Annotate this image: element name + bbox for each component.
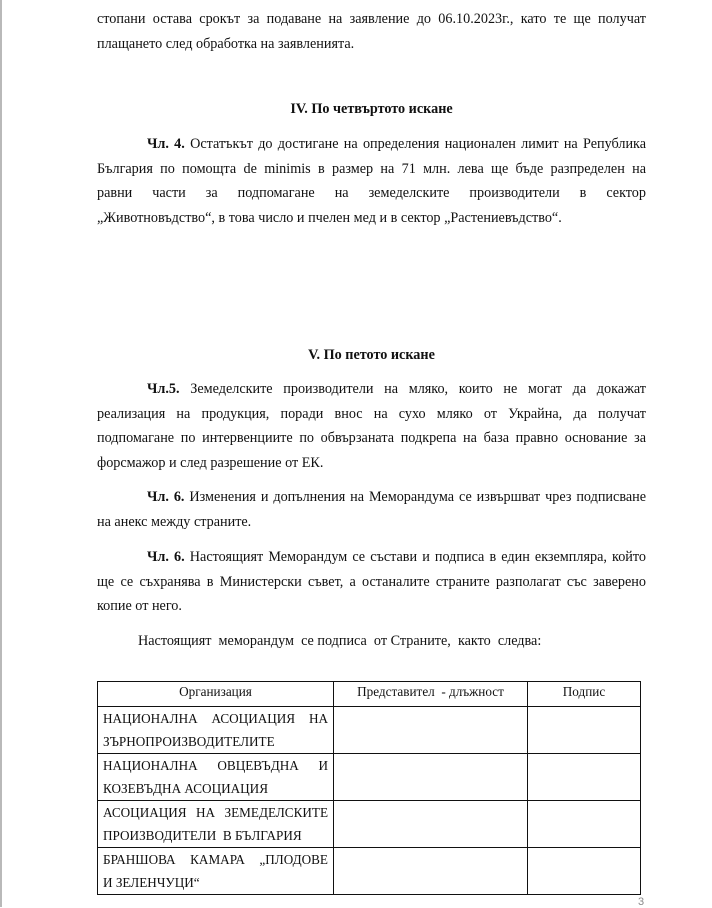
article-label: Чл. 6. [147,549,185,565]
article-label: Чл. 4. [147,136,185,152]
org-name-line: И ЗЕЛЕНЧУЦИ“ [103,875,200,890]
page-number: 3 [638,896,645,908]
text-fragment: Земеделските производители на мляко, които не могат да докажат [190,381,647,397]
table-row [98,801,641,848]
signing-intro: Настоящият меморандум се подписа от Страните, както следва: [138,633,542,649]
section-5-heading: V. По петото искане [308,347,435,363]
text-line: ще се съхранява в Министерски съвет, а останалите страните разполагат със заверено [97,573,646,590]
text-fragment: Настоящият Меморандум се състави и подписа в един екземпляра, който [189,549,646,565]
signature-cell[interactable] [528,754,641,801]
organization-cell [98,848,334,895]
text-line: реализация на продукция, поради внос на сухо мляко от Украйна, да получат [97,405,646,422]
text-line: „Животновъдство“, в това число и пчелен мед и в сектор „Растениевъдство“. [97,209,562,226]
article-label: Чл. 6. [147,489,185,505]
text-fragment: Изменения и допълнения на Меморандума се извършват чрез подписване [189,489,647,505]
text-fragment: Остатъкът до достигане на определения национален лимит на Република [190,136,647,152]
org-name-line: АСОЦИАЦИЯ НА ЗЕМЕДЕЛСКИТЕ [103,805,328,820]
org-name-line: КОЗЕВЪДНА АСОЦИАЦИЯ [103,781,268,796]
table-header-row [98,682,641,707]
representative-cell[interactable] [334,754,528,801]
organization-cell [98,801,334,848]
text-line [97,485,646,510]
text-line: подпомагане по интервенциите по обвързаната подкрепа на база правно основание за [97,430,646,446]
text-line [97,132,646,157]
article-6a-paragraph [97,485,646,534]
org-name-line: ПРОИЗВОДИТЕЛИ В БЪЛГАРИЯ [103,828,302,843]
signature-table [97,681,641,895]
table-row [98,754,641,801]
signature-cell[interactable] [528,707,641,754]
org-name-line: ЗЪРНОПРОИЗВОДИТЕЛИТЕ [103,734,275,749]
column-header-signature: Подпис [528,682,641,707]
text-line: равни части за подпомагане на земеделските производители в сектор [97,185,646,201]
table-row [98,707,641,754]
signature-cell[interactable] [528,848,641,895]
representative-cell[interactable] [334,707,528,754]
org-name-line: НАЦИОНАЛНА ОВЦЕВЪДНА И [103,758,328,773]
table-row [98,848,641,895]
signature-cell[interactable] [528,801,641,848]
organization-cell [98,707,334,754]
text-line: България по помощта de minimis в размер на 71 млн. лева ще бъде разпределен на [97,160,646,177]
column-header-representative: Представител - длъжност [334,682,528,707]
section-4-heading: IV. По четвъртото искане [290,101,453,117]
organization-cell [98,754,334,801]
article-label: Чл.5. [147,381,180,397]
column-header-organization: Организация [98,682,334,707]
text-line: плащането след обработка на заявленията. [97,35,355,52]
text-line: копие от него. [97,598,182,614]
text-line: стопани остава срокът за подаване на заявление до 06.10.2023г., като те ще получат [97,11,646,27]
article-6b-paragraph [97,545,646,619]
text-line: форсмажор и след разрешение от ЕК. [97,454,324,471]
org-name-line: БРАНШОВА КАМАРА „ПЛОДОВЕ [103,852,328,867]
article-4-paragraph [97,132,646,230]
article-5-paragraph [97,377,646,475]
representative-cell[interactable] [334,801,528,848]
text-line: на анекс между страните. [97,513,252,530]
representative-cell[interactable] [334,848,528,895]
org-name-line: НАЦИОНАЛНА АСОЦИАЦИЯ НА [103,711,328,726]
text-line [97,545,646,570]
text-line [97,377,646,402]
continuation-paragraph [97,7,646,56]
